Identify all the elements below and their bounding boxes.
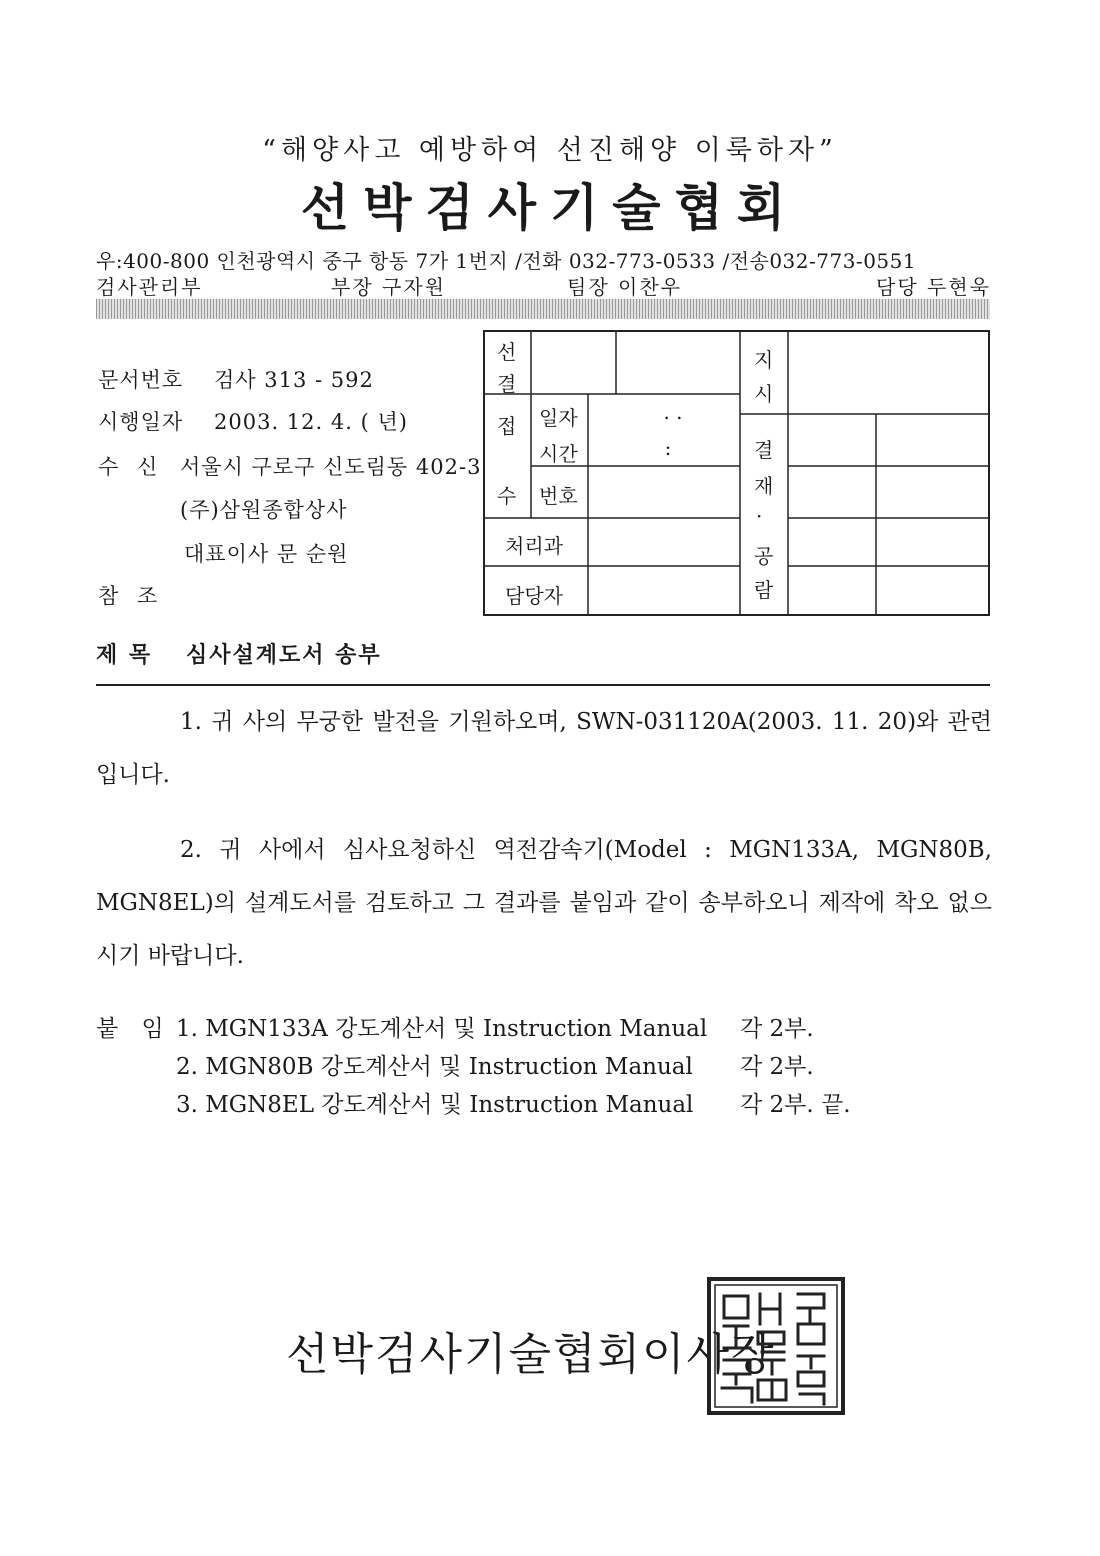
attachment-qty-1: 각 2부.: [740, 1016, 814, 1042]
attachment-qty-2: 각 2부.: [740, 1054, 814, 1080]
team-lead: 팀장 이찬우: [567, 275, 682, 299]
approval-label-1: 결: [754, 438, 774, 462]
reference-label: 참 조: [98, 584, 164, 608]
instruction-label-2: 시: [754, 382, 774, 406]
recipient-label: 수 신: [98, 455, 164, 479]
organization-title: 선박검사기술협회: [300, 178, 800, 237]
attachment-item-2: 2. MGN80B 강도계산서 및 Instruction Manual: [176, 1054, 693, 1080]
receipt-date-label: 일자: [539, 406, 578, 430]
issue-date: 2003. 12. 4. ( 년): [214, 410, 408, 434]
receipt-number-label: 번호: [539, 484, 578, 508]
approval-label-4: 공: [754, 544, 774, 568]
address-line: 우:400-800 인천광역시 중구 항동 7가 1번지 /전화 032-773-0533 /전송032-773-0551: [96, 249, 917, 273]
recipient-address: 서울시 구로구 신도림동 402-3: [180, 455, 482, 479]
approval-label-2: 재: [754, 474, 774, 498]
receipt-date-value: . .: [663, 400, 683, 424]
staff: 담당 두현욱: [876, 275, 991, 299]
subject-label: 제 목: [96, 642, 153, 668]
attachment-item-3: 3. MGN8EL 강도계산서 및 Instruction Manual: [176, 1092, 694, 1118]
seal-graphic: [706, 1276, 846, 1416]
attachment-label: 붙 임: [96, 1016, 172, 1042]
header-divider: [96, 299, 990, 319]
approval-box: [483, 330, 990, 616]
pre-approval-label-1: 선: [497, 340, 517, 364]
doc-number: 검사 313 - 592: [214, 368, 374, 392]
approval-label-5: 람: [754, 578, 774, 602]
pre-approval-label-2: 결: [497, 372, 517, 396]
date-label: 시행일자: [98, 410, 184, 434]
approval-label-3: ·: [756, 504, 763, 528]
body-paragraph-2: 2. 귀 사에서 심사요청하신 역전감속기(Model : MGN133A, MGN80B, MGN8EL)의 설계도서를 검토하고 그 결과를 붙임과 같이 송부하오니 제작에 착오 없으시기 바랍니다.: [96, 837, 992, 969]
recipient-company: (주)삼원종합상사: [180, 498, 348, 522]
department: 검사관리부: [96, 275, 203, 299]
receipt-time-label: 시간: [539, 442, 578, 466]
approval-grid-lines: [483, 330, 990, 616]
official-seal: [706, 1276, 846, 1416]
receipt-label-2: 수: [497, 484, 517, 508]
receipt-time-value: :: [664, 436, 672, 460]
subject-divider: [96, 684, 990, 686]
body-paragraph-1: 1. 귀 사의 무궁한 발전을 기원하오며, SWN-031120A(2003. 11. 20)와 관련 입니다.: [96, 709, 992, 788]
director: 부장 구자원: [331, 275, 446, 299]
attachment-item-1: 1. MGN133A 강도계산서 및 Instruction Manual: [176, 1016, 708, 1042]
instruction-label-1: 지: [754, 348, 774, 372]
receipt-label-1: 접: [497, 414, 517, 438]
doc-number-label: 문서번호: [98, 368, 184, 392]
signature: 선박검사기술협회이사장: [286, 1329, 776, 1380]
slogan: “해양사고 예방하여 선진해양 이룩하자”: [262, 135, 838, 166]
subject-title: 심사설계도서 송부: [186, 642, 382, 668]
attachment-qty-3: 각 2부. 끝.: [740, 1092, 851, 1118]
recipient-person: 대표이사 문 순원: [184, 542, 349, 566]
processing-dept-label: 처리과: [505, 534, 563, 558]
person-in-charge-label: 담당자: [505, 584, 563, 608]
